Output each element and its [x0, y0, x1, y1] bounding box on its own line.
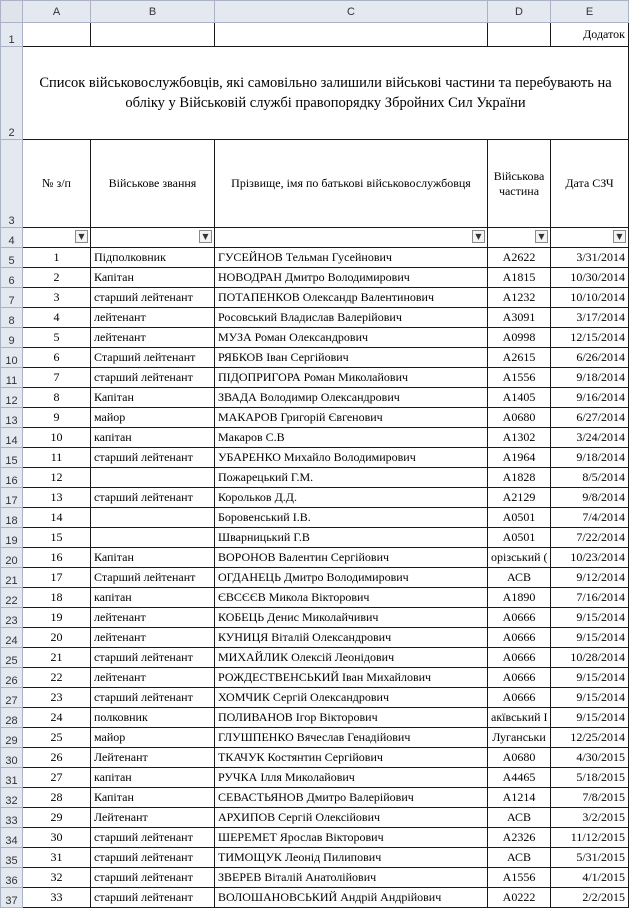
cell-num[interactable]: 10 [23, 428, 91, 448]
row-header[interactable]: 26 [1, 668, 23, 688]
cell-rank[interactable]: полковник [91, 708, 215, 728]
cell-date[interactable]: 2/2/2015 [551, 888, 629, 908]
cell-name[interactable]: МИХАЙЛИК Олексій Леонідович [215, 648, 488, 668]
row-header[interactable]: 30 [1, 748, 23, 768]
cell-date[interactable]: 9/15/2014 [551, 628, 629, 648]
cell-unit[interactable]: А1556 [488, 368, 551, 388]
row-header[interactable]: 13 [1, 408, 23, 428]
row-header[interactable]: 27 [1, 688, 23, 708]
cell-date[interactable]: 9/18/2014 [551, 368, 629, 388]
cell-unit[interactable]: А0666 [488, 628, 551, 648]
cell-unit[interactable]: А1214 [488, 788, 551, 808]
cell-unit[interactable]: А1964 [488, 448, 551, 468]
row-header[interactable]: 6 [1, 268, 23, 288]
cell-unit[interactable]: А0666 [488, 688, 551, 708]
cell-rank[interactable]: старший лейтенант [91, 288, 215, 308]
table-row [1, 428, 629, 448]
cell-name[interactable]: ЄВСЄЄВ Микола Вікторович [215, 588, 488, 608]
cell-date[interactable]: 9/18/2014 [551, 448, 629, 468]
table-row [1, 768, 629, 788]
header-date[interactable]: Дата СЗЧ [551, 140, 629, 228]
table-row [1, 468, 629, 488]
cell-name[interactable]: ГУСЕЙНОВ Тельман Гусейнович [215, 248, 488, 268]
cell-unit[interactable]: А1405 [488, 388, 551, 408]
table-row [1, 708, 629, 728]
cell-date[interactable]: 10/10/2014 [551, 288, 629, 308]
cell-name[interactable]: ТИМОЩУК Леонід Пилипович [215, 848, 488, 868]
table-row [1, 848, 629, 868]
cell-name[interactable]: МАКАРОВ Григорій Євгенович [215, 408, 488, 428]
table-row [1, 508, 629, 528]
cell-name[interactable]: Макаров С.В [215, 428, 488, 448]
cell-date[interactable]: 4/30/2015 [551, 748, 629, 768]
sheet-row-4 [1, 228, 629, 248]
cell-unit[interactable]: орізський ( [488, 548, 551, 568]
column-header-d[interactable]: D [488, 1, 551, 23]
cell-date[interactable]: 7/8/2015 [551, 788, 629, 808]
cell-date[interactable]: 4/1/2015 [551, 868, 629, 888]
cell-name[interactable]: Росовський Владислав Валерійович [215, 308, 488, 328]
row-header[interactable]: 31 [1, 768, 23, 788]
row-header[interactable]: 12 [1, 388, 23, 408]
row-header[interactable]: 22 [1, 588, 23, 608]
filter-cell-name[interactable] [215, 228, 488, 248]
table-row [1, 368, 629, 388]
cell-name[interactable]: ПОЛИВАНОВ Ігор Вікторович [215, 708, 488, 728]
row-header[interactable]: 35 [1, 848, 23, 868]
row-header[interactable]: 2 [1, 47, 23, 140]
select-all-corner[interactable] [1, 1, 23, 23]
row-header[interactable]: 32 [1, 788, 23, 808]
cell-date[interactable]: 6/27/2014 [551, 408, 629, 428]
cell-name[interactable]: КОБЕЦЬ Денис Миколайчивич [215, 608, 488, 628]
table-row [1, 688, 629, 708]
table-row [1, 268, 629, 288]
cell-unit[interactable]: А1302 [488, 428, 551, 448]
cell-name[interactable]: ПОТАПЕНКОВ Олександр Валентинович [215, 288, 488, 308]
cell-date[interactable]: 3/24/2014 [551, 428, 629, 448]
cell-num[interactable]: 15 [23, 528, 91, 548]
table-row [1, 728, 629, 748]
filter-cell-unit[interactable] [488, 228, 551, 248]
table-row [1, 408, 629, 428]
annex-label[interactable]: Додаток [551, 23, 629, 47]
cell-num[interactable]: 8 [23, 388, 91, 408]
cell-unit[interactable]: АСВ [488, 568, 551, 588]
cell-name[interactable]: РОЖДЕСТВЕНСЬКИЙ Іван Михайлович [215, 668, 488, 688]
cell-name[interactable]: УБАРЕНКО Михайло Володимирович [215, 448, 488, 468]
cell-unit[interactable]: А0501 [488, 528, 551, 548]
dropdown-arrow-icon[interactable]: ▼ [535, 230, 548, 243]
cell-empty[interactable] [488, 23, 551, 47]
cell-num[interactable]: 9 [23, 408, 91, 428]
cell-rank[interactable]: капітан [91, 588, 215, 608]
row-header[interactable]: 23 [1, 608, 23, 628]
row-header[interactable]: 11 [1, 368, 23, 388]
cell-unit[interactable]: А0680 [488, 408, 551, 428]
cell-name[interactable]: ВОРОНОВ Валентин Сергійович [215, 548, 488, 568]
row-header[interactable]: 4 [1, 228, 23, 248]
cell-date[interactable]: 10/23/2014 [551, 548, 629, 568]
row-header[interactable]: 9 [1, 328, 23, 348]
cell-unit[interactable]: АСВ [488, 808, 551, 828]
cell-rank[interactable]: майор [91, 408, 215, 428]
cell-date[interactable]: 9/8/2014 [551, 488, 629, 508]
cell-name[interactable]: ХОМЧИК Сергій Олександрович [215, 688, 488, 708]
cell-name[interactable]: АРХИПОВ Сергій Олексійович [215, 808, 488, 828]
cell-unit[interactable]: А2622 [488, 248, 551, 268]
cell-rank[interactable]: Лейтенант [91, 808, 215, 828]
cell-unit[interactable]: А4465 [488, 768, 551, 788]
cell-num[interactable]: 33 [23, 888, 91, 908]
table-row [1, 288, 629, 308]
cell-date[interactable]: 5/31/2015 [551, 848, 629, 868]
cell-num[interactable]: 32 [23, 868, 91, 888]
cell-rank[interactable]: старший лейтенант [91, 868, 215, 888]
cell-num[interactable]: 19 [23, 608, 91, 628]
sheet-row-3 [1, 140, 629, 228]
column-header-c[interactable]: C [215, 1, 488, 23]
cell-unit[interactable]: А0666 [488, 668, 551, 688]
cell-unit[interactable]: А1828 [488, 468, 551, 488]
cell-name[interactable]: ШЕРЕМЕТ Ярослав Вікторович [215, 828, 488, 848]
cell-date[interactable]: 9/12/2014 [551, 568, 629, 588]
cell-unit[interactable]: А1815 [488, 268, 551, 288]
cell-rank[interactable]: старший лейтенант [91, 888, 215, 908]
cell-num[interactable]: 13 [23, 488, 91, 508]
cell-num[interactable]: 18 [23, 588, 91, 608]
cell-num[interactable]: 4 [23, 308, 91, 328]
cell-rank[interactable]: лейтенант [91, 668, 215, 688]
cell-name[interactable]: Шварницький Г.В [215, 528, 488, 548]
cell-rank[interactable]: старший лейтенант [91, 368, 215, 388]
cell-num[interactable]: 22 [23, 668, 91, 688]
table-row [1, 568, 629, 588]
cell-empty[interactable] [215, 23, 488, 47]
row-header[interactable]: 17 [1, 488, 23, 508]
cell-date[interactable]: 3/31/2014 [551, 248, 629, 268]
cell-name[interactable]: Корольков Д.Д. [215, 488, 488, 508]
cell-unit[interactable]: А0666 [488, 608, 551, 628]
cell-date[interactable]: 3/2/2015 [551, 808, 629, 828]
table-row [1, 388, 629, 408]
cell-date[interactable]: 11/12/2015 [551, 828, 629, 848]
dropdown-arrow-icon[interactable]: ▼ [472, 230, 485, 243]
column-header-row [1, 1, 629, 23]
row-header[interactable]: 33 [1, 808, 23, 828]
cell-rank[interactable]: старший лейтенант [91, 828, 215, 848]
filter-cell-date[interactable] [551, 228, 629, 248]
cell-rank[interactable] [91, 468, 215, 488]
dropdown-arrow-icon[interactable]: ▼ [613, 230, 626, 243]
cell-name[interactable]: СЕВАСТЬЯНОВ Дмитро Валерійович [215, 788, 488, 808]
table-row [1, 808, 629, 828]
table-row [1, 588, 629, 608]
cell-unit[interactable]: А1556 [488, 868, 551, 888]
sheet-row-2 [1, 47, 629, 140]
table-row [1, 748, 629, 768]
table-row [1, 528, 629, 548]
cell-date[interactable]: 5/18/2015 [551, 768, 629, 788]
cell-unit[interactable]: А0222 [488, 888, 551, 908]
cell-date[interactable]: 10/30/2014 [551, 268, 629, 288]
cell-name[interactable]: ОГДАНЕЦЬ Дмитро Володимирович [215, 568, 488, 588]
cell-unit[interactable]: А0501 [488, 508, 551, 528]
cell-num[interactable]: 31 [23, 848, 91, 868]
row-header[interactable]: 16 [1, 468, 23, 488]
cell-num[interactable]: 24 [23, 708, 91, 728]
cell-rank[interactable]: лейтенант [91, 628, 215, 648]
cell-num[interactable]: 25 [23, 728, 91, 748]
cell-num[interactable]: 3 [23, 288, 91, 308]
cell-rank[interactable]: Капітан [91, 268, 215, 288]
cell-unit[interactable]: А2129 [488, 488, 551, 508]
cell-unit[interactable]: АСВ [488, 848, 551, 868]
header-rank[interactable]: Військове звання [91, 140, 215, 228]
cell-num[interactable]: 30 [23, 828, 91, 848]
cell-unit[interactable]: А0998 [488, 328, 551, 348]
cell-unit[interactable]: А2326 [488, 828, 551, 848]
row-header[interactable]: 10 [1, 348, 23, 368]
cell-date[interactable]: 12/15/2014 [551, 328, 629, 348]
cell-date[interactable]: 9/15/2014 [551, 668, 629, 688]
table-row [1, 448, 629, 468]
filter-cell-rank[interactable] [91, 228, 215, 248]
cell-name[interactable]: РУЧКА Ілля Миколайович [215, 768, 488, 788]
table-row [1, 348, 629, 368]
cell-date[interactable]: 9/15/2014 [551, 708, 629, 728]
cell-unit[interactable]: А1232 [488, 288, 551, 308]
row-header[interactable]: 8 [1, 308, 23, 328]
cell-num[interactable]: 26 [23, 748, 91, 768]
cell-rank[interactable]: Старший лейтенант [91, 348, 215, 368]
header-name[interactable]: Прізвище, імя по батькові військовослужбовця [215, 140, 488, 228]
cell-unit[interactable]: А3091 [488, 308, 551, 328]
cell-rank[interactable]: старший лейтенант [91, 848, 215, 868]
header-num[interactable]: № з/п [23, 140, 91, 228]
cell-name[interactable]: НОВОДРАН Дмитро Володимирович [215, 268, 488, 288]
cell-num[interactable]: 2 [23, 268, 91, 288]
cell-unit[interactable]: А1890 [488, 588, 551, 608]
cell-rank[interactable]: Капітан [91, 548, 215, 568]
cell-num[interactable]: 1 [23, 248, 91, 268]
cell-num[interactable]: 20 [23, 628, 91, 648]
cell-num[interactable]: 11 [23, 448, 91, 468]
cell-num[interactable]: 12 [23, 468, 91, 488]
cell-num[interactable]: 6 [23, 348, 91, 368]
cell-rank[interactable]: лейтенант [91, 608, 215, 628]
cell-unit[interactable]: акївський І [488, 708, 551, 728]
cell-unit[interactable]: А2615 [488, 348, 551, 368]
row-header[interactable]: 25 [1, 648, 23, 668]
cell-rank[interactable] [91, 528, 215, 548]
filter-cell-num[interactable] [23, 228, 91, 248]
cell-name[interactable]: МУЗА Роман Олександрович [215, 328, 488, 348]
cell-rank[interactable]: старший лейтенант [91, 448, 215, 468]
cell-num[interactable]: 27 [23, 768, 91, 788]
cell-unit[interactable]: А0666 [488, 648, 551, 668]
cell-num[interactable]: 5 [23, 328, 91, 348]
cell-rank[interactable]: Капітан [91, 388, 215, 408]
table-row [1, 248, 629, 268]
table-row [1, 828, 629, 848]
cell-date[interactable]: 9/15/2014 [551, 688, 629, 708]
cell-date[interactable]: 8/5/2014 [551, 468, 629, 488]
cell-name[interactable]: ЗВАДА Володимир Олександрович [215, 388, 488, 408]
row-header[interactable]: 28 [1, 708, 23, 728]
cell-date[interactable]: 9/16/2014 [551, 388, 629, 408]
cell-unit[interactable]: А0680 [488, 748, 551, 768]
table-row [1, 328, 629, 348]
table-row [1, 488, 629, 508]
cell-num[interactable]: 16 [23, 548, 91, 568]
cell-rank[interactable]: капітан [91, 768, 215, 788]
cell-rank[interactable]: старший лейтенант [91, 488, 215, 508]
row-header[interactable]: 21 [1, 568, 23, 588]
cell-unit[interactable]: Луганськи [488, 728, 551, 748]
cell-date[interactable]: 6/26/2014 [551, 348, 629, 368]
table-row [1, 668, 629, 688]
table-row [1, 888, 629, 908]
cell-num[interactable]: 28 [23, 788, 91, 808]
cell-num[interactable]: 7 [23, 368, 91, 388]
row-header[interactable]: 7 [1, 288, 23, 308]
row-header[interactable]: 36 [1, 868, 23, 888]
cell-rank[interactable]: лейтенант [91, 308, 215, 328]
cell-name[interactable]: ВОЛОШАНОВСЬКИЙ Андрій Андрійович [215, 888, 488, 908]
cell-num[interactable]: 29 [23, 808, 91, 828]
cell-name[interactable]: ГЛУШПЕНКО Вячеслав Генадійович [215, 728, 488, 748]
dropdown-arrow-icon[interactable]: ▼ [199, 230, 212, 243]
table-row [1, 648, 629, 668]
cell-rank[interactable] [91, 508, 215, 528]
table-row [1, 608, 629, 628]
row-header[interactable]: 18 [1, 508, 23, 528]
column-header-b[interactable]: B [91, 1, 215, 23]
cell-date[interactable]: 12/25/2014 [551, 728, 629, 748]
cell-num[interactable]: 17 [23, 568, 91, 588]
row-header[interactable]: 19 [1, 528, 23, 548]
cell-name[interactable]: ТКАЧУК Костянтин Сергійович [215, 748, 488, 768]
row-header[interactable]: 37 [1, 888, 23, 908]
table-row [1, 788, 629, 808]
cell-name[interactable]: Пожарецький Г.М. [215, 468, 488, 488]
table-row [1, 628, 629, 648]
data-rows [1, 248, 629, 908]
cell-name[interactable]: Боровенський І.В. [215, 508, 488, 528]
cell-name[interactable]: РЯБКОВ Іван Сергійович [215, 348, 488, 368]
row-header[interactable]: 14 [1, 428, 23, 448]
cell-date[interactable]: 7/16/2014 [551, 588, 629, 608]
column-header-a[interactable]: A [23, 1, 91, 23]
cell-num[interactable]: 23 [23, 688, 91, 708]
table-row [1, 548, 629, 568]
row-header[interactable]: 3 [1, 140, 23, 228]
row-header[interactable]: 5 [1, 248, 23, 268]
document-title[interactable]: Список військовослужбовців, які самовільно залишили військові частини та перебувають на обліку у Військовій службі правопорядку Збройних Сил України [23, 47, 629, 140]
cell-rank[interactable]: старший лейтенант [91, 688, 215, 708]
cell-name[interactable]: КУНИЦЯ Віталій Олександрович [215, 628, 488, 648]
cell-rank[interactable]: Лейтенант [91, 748, 215, 768]
cell-rank[interactable]: Капітан [91, 788, 215, 808]
table-row [1, 308, 629, 328]
cell-rank[interactable]: майор [91, 728, 215, 748]
sheet-row-1 [1, 23, 629, 47]
cell-rank[interactable]: лейтенант [91, 328, 215, 348]
row-header[interactable]: 1 [1, 23, 23, 47]
cell-rank[interactable]: капітан [91, 428, 215, 448]
header-unit[interactable]: Військова частина [488, 140, 551, 228]
table-row [1, 868, 629, 888]
cell-name[interactable]: ЗВЕРЕВ Віталій Анатолійович [215, 868, 488, 888]
cell-empty[interactable] [23, 23, 91, 47]
row-header[interactable]: 34 [1, 828, 23, 848]
row-header[interactable]: 29 [1, 728, 23, 748]
cell-rank[interactable]: Підполковник [91, 248, 215, 268]
cell-date[interactable]: 7/22/2014 [551, 528, 629, 548]
cell-empty[interactable] [91, 23, 215, 47]
row-header[interactable]: 20 [1, 548, 23, 568]
cell-date[interactable]: 7/4/2014 [551, 508, 629, 528]
row-header[interactable]: 24 [1, 628, 23, 648]
cell-name[interactable]: ПІДОПРИГОРА Роман Миколайович [215, 368, 488, 388]
cell-date[interactable]: 3/17/2014 [551, 308, 629, 328]
cell-rank[interactable]: старший лейтенант [91, 648, 215, 668]
cell-rank[interactable]: Старший лейтенант [91, 568, 215, 588]
dropdown-arrow-icon[interactable]: ▼ [75, 230, 88, 243]
cell-date[interactable]: 9/15/2014 [551, 608, 629, 628]
cell-num[interactable]: 21 [23, 648, 91, 668]
cell-date[interactable]: 10/28/2014 [551, 648, 629, 668]
cell-num[interactable]: 14 [23, 508, 91, 528]
column-header-e[interactable]: E [551, 1, 629, 23]
row-header[interactable]: 15 [1, 448, 23, 468]
